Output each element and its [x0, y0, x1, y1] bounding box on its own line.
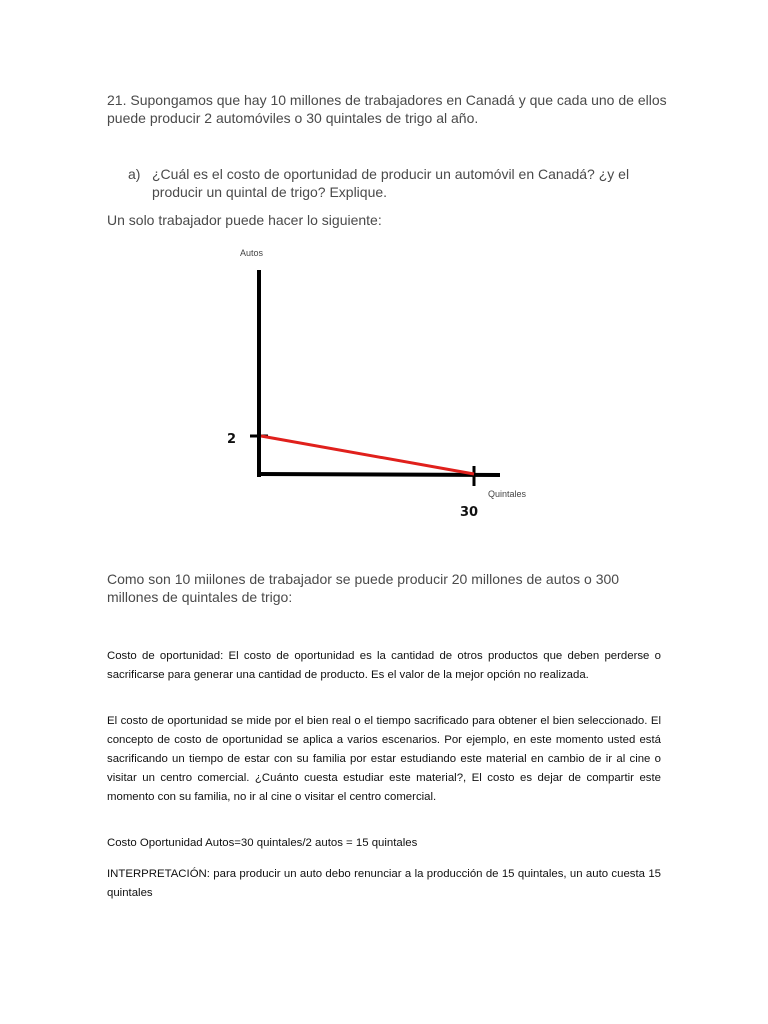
y-axis-label: Autos: [240, 248, 264, 258]
part-a-label: a): [128, 166, 141, 182]
question-21: 21. Supongamos que hay 10 millones de trabajadores en Canadá y que cada uno de ellos puede producir 2 automóviles o 30 quintales de trigo al año.: [107, 92, 667, 126]
x-value-label: 30: [460, 505, 479, 520]
ppf-graph-svg: [200, 240, 560, 530]
paragraph-interpretation: INTERPRETACIÓN: para producir un auto debo renunciar a la producción de 15 quintales, un auto cuesta 15 quintales: [107, 868, 661, 899]
paragraph-measurement: El costo de oportunidad se mide por el bien real o el tiempo sacrificado para obtener el bien seleccionado. El concepto de costo de oportunidad se aplica a varios escenarios. Por ejemplo, en este momento usted está sacrificando un tiempo de estar con su familia por estar estudiando este material en cambio de ir al cine o visitar un centro comercial. ¿Cuánto cuesta estudiar este material?, El costo es dejar de compartir este momento con su familia, no ir al cine o visitar el centro comercial.: [107, 715, 661, 803]
y-value-label: 2: [227, 432, 237, 447]
x-axis-label: Quintales: [488, 489, 527, 499]
paragraph-definition: Costo de oportunidad: El costo de oportunidad es la cantidad de otros productos que deben perderse o sacrificarse para generar una cantidad de producto. Es el valor de la mejor opción no realizada.: [107, 650, 661, 681]
part-a-question: ¿Cuál es el costo de oportunidad de producir un automóvil en Canadá? ¿y el producir un quintal de trigo? Explique.: [152, 166, 630, 200]
ppf-graph: [200, 240, 560, 530]
paragraph-calculation: Costo Oportunidad Autos=30 quintales/2 autos = 15 quintales: [107, 837, 418, 849]
x-axis: [257, 474, 500, 475]
ppf-line: [261, 436, 474, 474]
intro-text: Un solo trabajador puede hacer lo siguiente:: [107, 212, 382, 228]
after-graph-text: Como son 10 miilones de trabajador se puede producir 20 millones de autos o 300 millones de quintales de trigo:: [107, 571, 620, 605]
